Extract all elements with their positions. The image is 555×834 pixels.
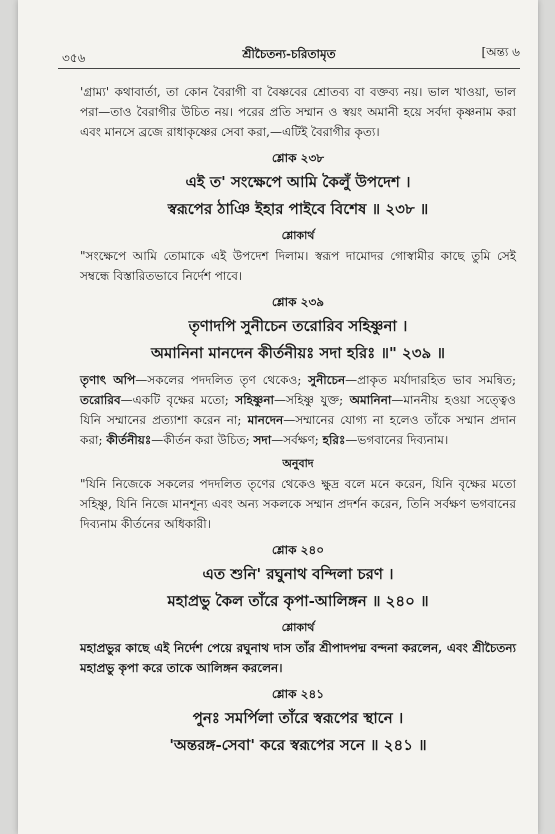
synonym-meaning: —সর্বক্ষণ; xyxy=(271,433,323,447)
page-content xyxy=(80,82,516,758)
sloka-238-line-2: স্বরূপের ঠাঞি ইহার পাইবে বিশেষ ॥ ২৩৮ ॥ xyxy=(167,200,429,218)
sloka-239-line-2: অমানিনা মানদেন কীর্তনীয়ঃ সদা হরিঃ ॥" ২৩৯ ॥ xyxy=(151,344,445,362)
sloka-238-translation: "সংক্ষেপে আমি তোমাকে এই উপদেশ দিলাম। স্বরূপ দামোদর গোস্বামীর কাছে তুমি সেই সম্বন্ধে বিস্তারিতভাবে নির্দেশ পাবে। xyxy=(80,249,516,283)
sloka-239-heading: শ্লোক ২৩৯ xyxy=(271,295,325,309)
sloka-238-heading: শ্লোক ২৩৮ xyxy=(271,151,325,165)
sloka-241-line-1: পুনঃ সমর্পিলা তাঁরে স্বরূপের স্থানে । xyxy=(192,709,404,727)
sloka-241-line-2: 'অন্তরঙ্গ-সেবা' করে স্বরূপের সনে ॥ ২৪১ ॥ xyxy=(169,736,427,754)
synonym-meaning: —কীর্তন করা উচিত; xyxy=(151,433,254,447)
synonym-term: মানদেন xyxy=(247,413,284,427)
sloka-238-line-1: এই ত' সংক্ষেপে আমি কৈলুঁ উপদেশ । xyxy=(185,173,411,191)
synonym-term: সদা xyxy=(253,433,272,447)
synonym-meaning: —সম্মানের যোগ্য না হলেও তাঁকে সম্মান প্রদান করা; xyxy=(80,413,516,447)
synonym-meaning: —সকলের পদদলিত তৃণ থেকেও; xyxy=(135,373,309,387)
synonym-meaning: —মাননীয় হওয়া সত্ত্বেও যিনি সম্মানের প্রত্যাশা করেন না; xyxy=(80,393,517,427)
synonym-term: সহিষ্ণুনা xyxy=(235,393,274,407)
page-number: ৩৫৬ xyxy=(62,51,86,65)
sloka-239-synonyms xyxy=(80,370,516,450)
chapter-marker: [অন্ত্য ৬ xyxy=(481,45,520,59)
sloka-240-subheading: শ্লোকার্থ xyxy=(281,621,315,634)
synonym-meaning: —ভগবানের দিব্যনাম। xyxy=(345,433,449,447)
synonym-meaning: —সহিষ্ণু যুক্ত; xyxy=(274,393,350,407)
synonym-meaning: —প্রাকৃত মর্যাদারহিত ভাব সমন্বিত; xyxy=(345,373,516,387)
synonym-term: তরোরিব xyxy=(80,393,121,407)
running-title: শ্রীচৈতন্য-চরিতামৃত xyxy=(242,47,336,61)
synonym-term: তৃণাৎ অপি xyxy=(80,373,136,387)
sloka-240-line-1: এত শুনি' রঘুনাথ বন্দিলা চরণ । xyxy=(202,565,394,583)
sloka-240-heading: শ্লোক ২৪০ xyxy=(271,543,325,557)
header-rule xyxy=(58,68,520,69)
sloka-241-heading: শ্লোক ২৪১ xyxy=(271,687,325,701)
sloka-238-subheading: শ্লোকার্থ xyxy=(281,229,315,242)
sloka-239-subheading: অনুবাদ xyxy=(282,457,314,470)
synonym-term: হরিঃ xyxy=(322,433,346,447)
sloka-240-translation: মহাপ্রভুর কাছে এই নির্দেশ পেয়ে রঘুনাথ দাস তাঁর শ্রীপাদপদ্ম বন্দনা করলেন, এবং শ্রীচৈতন্য মহাপ্রভু কৃপা করে তাকে আলিঙ্গন করলেন। xyxy=(80,641,516,675)
synonym-term: সুনীচেন xyxy=(308,373,346,387)
sloka-240-line-2: মহাপ্রভু কৈল তাঁরে কৃপা-আলিঙ্গন ॥ ২৪০ ॥ xyxy=(167,592,429,610)
synonym-term: কীর্তনীয়ঃ xyxy=(106,433,152,447)
intro-paragraph: 'গ্রাম্য' কথাবার্তা, তা কোন বৈরাগী বা বৈষ্ণবের শ্রোতব্য বা বক্তব্য নয়। ভাল খাওয়া, ভাল পরা—তাও বৈরাগীর উচিত নয়। পরের প্রতি সম্মান ও স্বয়ং অমানী হয়ে সর্বদা কৃষ্ণনাম করা এবং মানসে ব্রজে রাধাকৃষ্ণের সেবা করা,—এটিই বৈরাগীর কৃত্য। xyxy=(80,85,516,139)
book-page xyxy=(18,0,538,834)
sloka-239-translation: "যিনি নিজেকে সকলের পদদলিত তৃণের থেকেও ক্ষুদ্র বলে মনে করেন, যিনি বৃক্ষের মতো সহিষ্ণু, যিনি নিজে মানশূন্য এবং অন্য সকলকে সম্মান প্রদর্শন করেন, তিনি সর্বক্ষণ ভগবানের দিব্যনাম কীর্তনের অধিকারী। xyxy=(80,477,516,531)
page-header xyxy=(58,44,520,66)
synonym-meaning: —একটি বৃক্ষের মতো; xyxy=(120,393,236,407)
synonym-term: অমানিনা xyxy=(349,393,392,407)
sloka-239-line-1: তৃণাদপি সুনীচেন তরোরিব সহিষ্ণুনা । xyxy=(188,317,408,335)
